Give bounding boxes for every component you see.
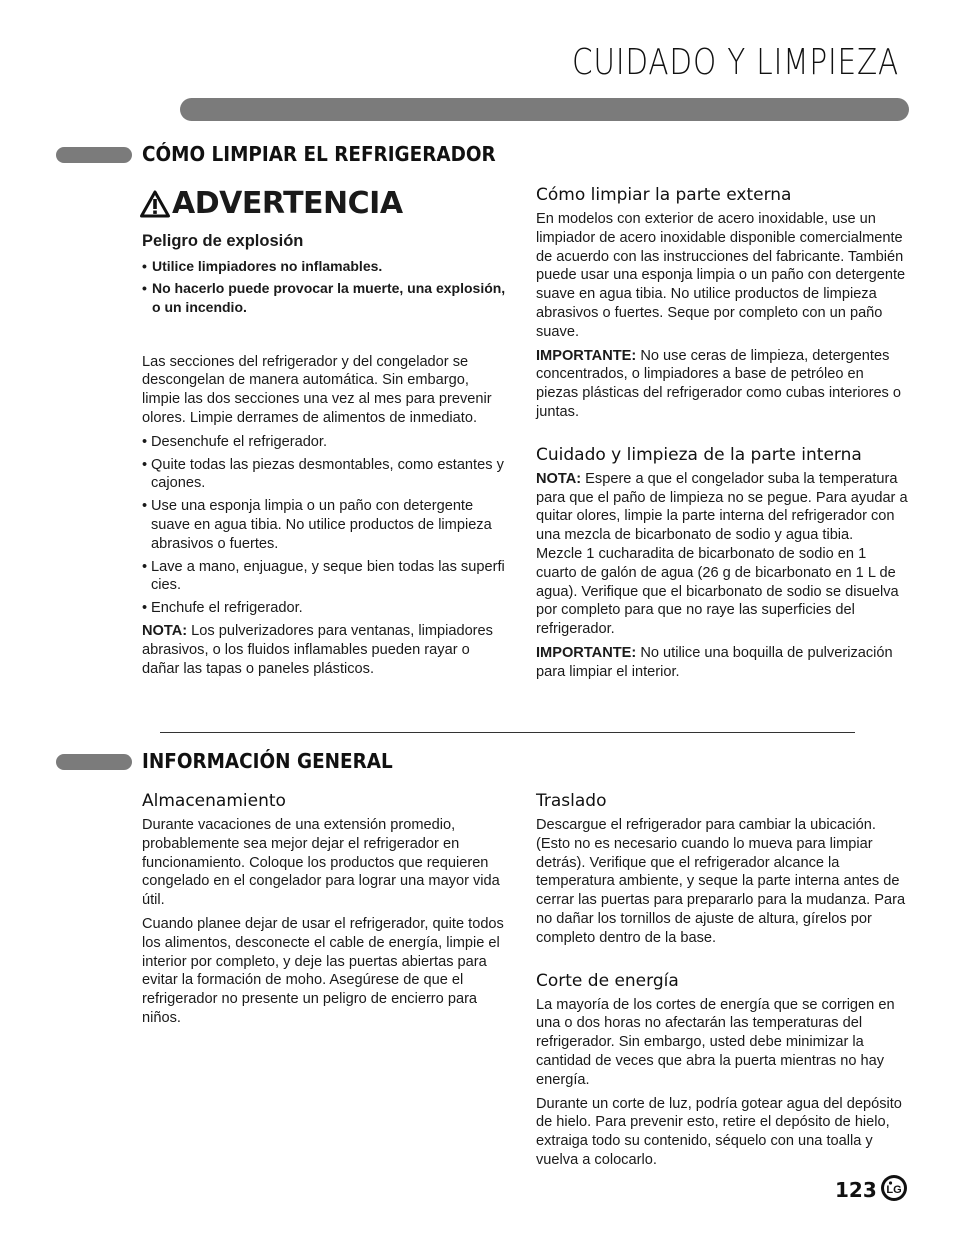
- title-bar: [180, 98, 909, 121]
- lg-logo: [880, 1174, 908, 1202]
- section-heading-cleaning: CÓMO LIMPIAR EL REFRIGERADOR: [142, 142, 496, 166]
- interior-title: Cuidado y limpieza de la parte interna: [536, 444, 862, 465]
- exterior-important: IMPORTANTE: No use ceras de limpieza, detergentes concentrados, o limpiadores a base de petróleo en piezas plásticas del refrigerador como cubas interiores o juntas.: [536, 347, 902, 420]
- interior-note: NOTA: Espere a que el congelador suba la temperatura para que el paño de limpieza no se pegue. Para ayudar a quitar olores, limpie la parte interna del refrigerador con una mezcla de bicarbonato de sodio y agua tibia.: [536, 470, 908, 544]
- list-item: • Desenchufe el refrigerador.: [142, 433, 328, 450]
- list-item: • No hacerlo puede provocar la muerte, una explosión, o un incendio.: [142, 280, 506, 315]
- moving-title: Traslado: [536, 791, 607, 811]
- storage-paragraph: Cuando planee dejar de usar el refrigerador, quite todos los alimentos, desconecte el cable de energía, limpie el interior por completo, y deje las puertas abiertas para evitar la formación de moho. Asegúrese de que el refrigerador no presente un peligro de encierro para niños.: [142, 915, 504, 1026]
- lg-logo-text: LG: [886, 1184, 902, 1196]
- page-title: CUIDADO Y LIMPIEZA: [572, 42, 900, 83]
- warning-title: ADVERTENCIA: [172, 186, 403, 221]
- power-outage-paragraph: Durante un corte de luz, podría gotear agua del depósito de hielo. Para prevenir esto, retire el depósito de hielo, extraiga todo su contenido, séquelo con una toalla y vuelva a colocarlo.: [536, 1095, 902, 1168]
- list-item: • Quite todas las piezas desmontables, como estantes y cajones.: [142, 456, 504, 492]
- cleaning-note: NOTA: Los pulverizadores para ventanas, limpiadores abrasivos, o los fluidos inflamables pueden rayar o dañar las tapas o paneles plásticos.: [142, 622, 493, 677]
- storage-paragraph: Durante vacaciones de una extensión promedio, probablemente sea mejor dejar el refrigerador en funcionamiento. Coloque los productos que requieren congelado en el congelador para lograr una mayor vida útil.: [142, 817, 500, 909]
- list-item: • Utilice limpiadores no inflamables.: [142, 257, 383, 274]
- list-item: • Use una esponja limpia o un paño con detergente suave en agua tibia. No utilice productos de limpieza abrasivos o fuertes.: [142, 498, 492, 552]
- moving-body: Descargue el refrigerador para cambiar la ubicación. (Esto no es necesario cuando lo mueva para limpiar detrás). Verifique que el refrigerador alcance la temperatura ambiente, y seque la parte interna antes de cerrar las puertas para prepararlo para la mudanza. Para no dañar los tornillos de ajuste de altura, gírelos por completo dentro de la base.: [536, 817, 906, 946]
- general-right-column: [536, 790, 908, 1175]
- cleaning-intro: Las secciones del refrigerador y del congelador se descongelan de manera automática. Sin embargo, limpie las dos secciones una vez al mes para prevenir olores. Limpie derrames de alimentos de inmediato.: [142, 353, 492, 426]
- warning-triangle-icon: [140, 190, 170, 218]
- section-divider: [160, 732, 855, 733]
- warning-list: [142, 257, 506, 317]
- warning-box: [142, 186, 506, 317]
- interior-important: IMPORTANTE: No utilice una boquilla de pulverización para limpiar el interior.: [536, 644, 893, 680]
- interior-mix: Mezcle 1 cucharadita de bicarbonato de sodio en 1 cuarto de galón de agua (26 g de bicarbonato en 1 L de agua). Verifique que el bicarbonato de sodio se disuelva por completo para que no raye las superficies del refrigerador.: [536, 545, 899, 638]
- exterior-body: En modelos con exterior de acero inoxidable, use un limpiador de acero inoxidable disponible comercialmente de acuerdo con las instrucciones del fabricante. También puede usar una esponja limpia o un paño con detergente suave en agua tibia. No utilice productos de limpieza abrasivos o fuertes. Seque por completo con un paño suave.: [536, 211, 906, 340]
- page-number: 123: [835, 1178, 877, 1202]
- cleaning-right-column: [536, 184, 908, 687]
- section-marker-general: [56, 754, 132, 770]
- list-item: • Lave a mano, enjuague, y seque bien todas las superfi cies.: [142, 558, 505, 594]
- list-item: • Enchufe el refrigerador.: [142, 600, 303, 617]
- exterior-title: Cómo limpiar la parte externa: [536, 185, 792, 205]
- general-left-column: [142, 790, 514, 1033]
- warning-subtitle: Peligro de explosión: [142, 232, 304, 250]
- cleaning-left-column: [142, 186, 506, 683]
- storage-title: Almacenamiento: [142, 791, 286, 811]
- cleaning-steps: [142, 433, 506, 618]
- power-outage-title: Corte de energía: [536, 970, 679, 991]
- section-marker-cleaning: [56, 147, 132, 163]
- section-heading-general: INFORMACIÓN GENERAL: [142, 749, 393, 773]
- power-outage-paragraph: La mayoría de los cortes de energía que se corrigen en una o dos horas no afectarán las temperaturas del refrigerador. Sin embargo, usted debe minimizar la cantidad de veces que abra la puerta mientras no hay energía.: [536, 996, 895, 1088]
